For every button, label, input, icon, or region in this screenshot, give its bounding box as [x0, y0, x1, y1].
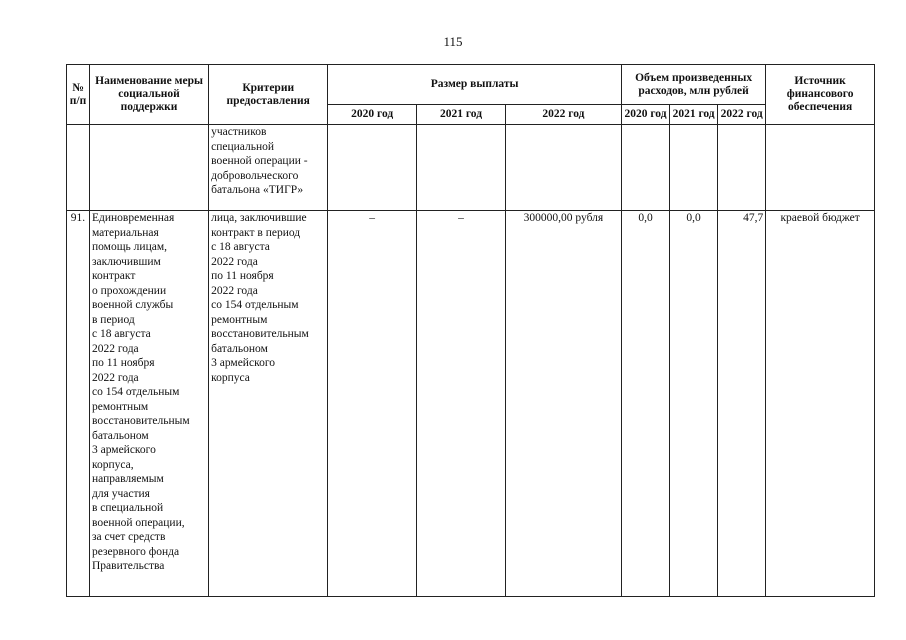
payment-2021-cell: –: [417, 211, 506, 597]
cell-text-line: батальоном: [91, 429, 149, 442]
cell-text-line: заключившим: [91, 255, 161, 268]
cell-text-line: специальной: [211, 140, 275, 153]
payment-2022-cell: 300000,00 рубля: [505, 211, 621, 597]
header-payment-year: 2020 год: [328, 105, 417, 125]
cell-text-line: военной службы: [91, 299, 174, 311]
cell-text-line: с 18 августа: [211, 241, 270, 253]
cell-text-line: 2022 года: [211, 284, 258, 297]
cell-text-line: контракт в период: [211, 226, 301, 239]
header-payment-year: 2021 год: [417, 105, 506, 125]
cell-text-line: со 154 отдельным: [211, 299, 299, 311]
payment-2020-cell: [328, 125, 417, 211]
criteria-cell: [209, 125, 328, 211]
cell-text-line: добровольческого: [211, 169, 299, 182]
header-expense-year: 2022 год: [718, 105, 766, 125]
cell-text-line: по 11 ноября: [211, 270, 274, 282]
header-payment: Размер выплаты: [328, 65, 622, 105]
cell-text-line: ремонтным: [211, 313, 268, 326]
cell-text-line: 2022 года: [91, 342, 139, 355]
cell-text-line: восстановительным: [91, 415, 190, 427]
cell-text-line: лица, заключившие: [211, 212, 307, 224]
payment-2020-cell: –: [328, 211, 417, 597]
expense-2021-cell: 0,0: [670, 211, 718, 597]
cell-text-line: Единовременная: [91, 212, 175, 224]
payment-2022-cell: [505, 125, 621, 211]
header-payment-year: 2022 год: [505, 105, 621, 125]
cell-text-line: со 154 отдельным: [91, 386, 180, 398]
cell-text-line: в период: [91, 313, 135, 326]
expense-2020-cell: 0,0: [621, 211, 669, 597]
cell-text-line: 2022 года: [91, 371, 139, 384]
header-name: Наименование меры социальной поддержки: [89, 65, 208, 125]
cell-text-line: военной операции,: [91, 516, 185, 529]
measure-name-cell: [89, 211, 208, 597]
cell-text-line: для участия: [91, 487, 150, 500]
source-cell: краевой бюджет: [766, 211, 875, 597]
header-source: Источник финансового обеспечения: [766, 65, 875, 125]
cell-text-line: помощь лицам,: [91, 241, 167, 253]
cell-text-line: 3 армейского: [91, 444, 156, 456]
cell-text-line: 3 армейского: [211, 357, 276, 369]
row-num: 91.: [67, 211, 90, 597]
social-support-table: [66, 64, 875, 597]
header-expenses: Объем произведенных расходов, млн рублей: [621, 65, 765, 105]
cell-text-line: восстановительным: [211, 328, 309, 340]
cell-text-line: 2022 года: [211, 255, 258, 268]
cell-text-line: материальная: [91, 226, 159, 239]
table-row: [67, 125, 875, 211]
cell-text-line: военной операции -: [211, 155, 308, 167]
payment-2021-cell: [417, 125, 506, 211]
cell-text-line: батальона «ТИГР»: [211, 184, 304, 196]
header-expense-year: 2020 год: [621, 105, 669, 125]
expense-2022-cell: [718, 125, 766, 211]
cell-text-line: участников: [211, 126, 267, 138]
cell-text-line: корпуса: [211, 371, 250, 384]
cell-text-line: резервного фонда: [91, 545, 180, 558]
cell-text-line: Правительства: [91, 560, 165, 572]
expense-2020-cell: [621, 125, 669, 211]
cell-text-line: корпуса,: [91, 458, 134, 471]
measure-name-cell: [89, 125, 208, 211]
cell-text-line: ремонтным: [91, 400, 149, 413]
cell-text-line: с 18 августа: [91, 328, 151, 340]
header-criteria: Критерии предоставления: [209, 65, 328, 125]
expense-2022-cell: 47,7: [718, 211, 766, 597]
header-num: № п/п: [67, 65, 90, 125]
cell-text-line: о прохождении: [91, 284, 167, 297]
cell-text-line: направляемым: [91, 473, 164, 485]
row-num: [67, 125, 90, 211]
source-cell: [766, 125, 875, 211]
cell-text-line: в специальной: [91, 502, 164, 514]
cell-text-line: за счет средств: [91, 531, 166, 543]
page-number: 115: [443, 34, 463, 49]
table-row: [67, 211, 875, 597]
header-expense-year: 2021 год: [670, 105, 718, 125]
cell-text-line: контракт: [91, 270, 136, 282]
expense-2021-cell: [670, 125, 718, 211]
cell-text-line: по 11 ноября: [91, 357, 155, 369]
criteria-cell: [209, 211, 328, 597]
cell-text-line: батальоном: [211, 342, 268, 355]
